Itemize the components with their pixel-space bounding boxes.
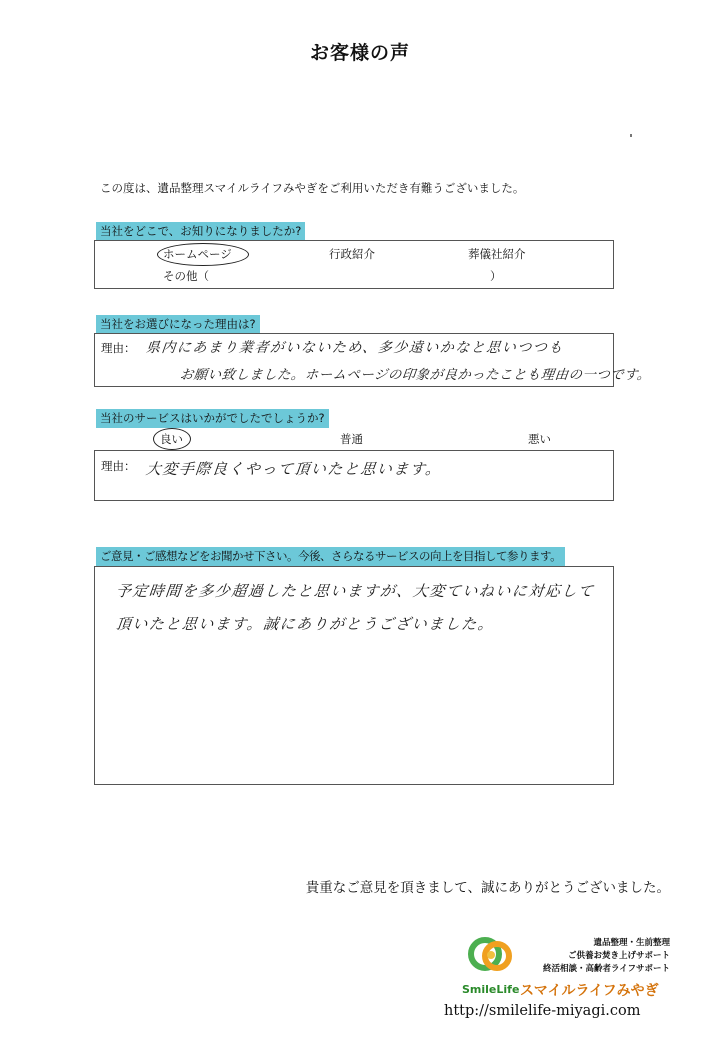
logo-taglines <box>510 937 670 976</box>
brand-japanese: スマイルライフみやぎ <box>520 983 659 999</box>
q1-option-other[interactable]: その他（ <box>163 269 209 283</box>
website-url[interactable]: http://smilelife-miyagi.com <box>444 1003 641 1019</box>
q2-answer-line-1: 県内にあまり業者がいないため、多少遠いかなと思いつつも <box>145 340 565 356</box>
q4-answer-line-1: 予定時間を多少超過したと思いますが、大変ていねいに対応して <box>115 582 596 600</box>
tagline-2: ご供養お焚き上げサポート <box>567 951 670 961</box>
footer-thanks: 貴重なご意見を頂きまして、誠にありがとうございました。 <box>305 880 670 896</box>
q1-option-government[interactable]: 行政紹介 <box>329 247 375 261</box>
q1-option-funeral[interactable]: 葬儀社紹介 <box>468 247 526 261</box>
q3-answer: 大変手際良くやって頂いたと思います。 <box>145 460 443 478</box>
page-title: お客様の声 <box>309 42 410 64</box>
q2-label: 当社をお選びになった理由は? <box>96 315 260 334</box>
q1-other-close: ） <box>490 269 502 283</box>
q3-option-good[interactable]: 良い <box>160 432 183 446</box>
tagline-3: 終活相談・高齢者ライフサポート <box>543 964 670 974</box>
smilelife-logo-icon <box>466 934 516 980</box>
intro-text: この度は、遺品整理スマイルライフみやぎをご利用いただき有難うございました。 <box>100 181 525 195</box>
q1-option-homepage[interactable]: ホームページ <box>163 247 232 261</box>
q2-reason-label: 理由： <box>101 341 136 355</box>
q3-option-bad[interactable]: 悪い <box>528 432 551 446</box>
q3-reason-label: 理由： <box>101 459 136 473</box>
q4-label: ご意見・ご感想などをお聞かせ下さい。今後、さらなるサービスの向上を目指して参ります。 <box>96 547 565 566</box>
q1-label: 当社をどこで、お知りになりましたか? <box>96 222 305 241</box>
q3-label: 当社のサービスはいかがでしたでしょうか? <box>96 409 329 428</box>
q3-option-average[interactable]: 普通 <box>340 432 363 446</box>
brand-english: SmileLife <box>462 983 520 996</box>
q4-answer-line-2: 頂いたと思います。誠にありがとうございました。 <box>115 615 496 633</box>
q2-answer-line-2: お願い致しました。ホームページの印象が良かったことも理由の一つです。 <box>179 368 652 383</box>
tagline-1: 遺品整理・生前整理 <box>593 938 670 948</box>
scan-mark <box>630 134 632 137</box>
